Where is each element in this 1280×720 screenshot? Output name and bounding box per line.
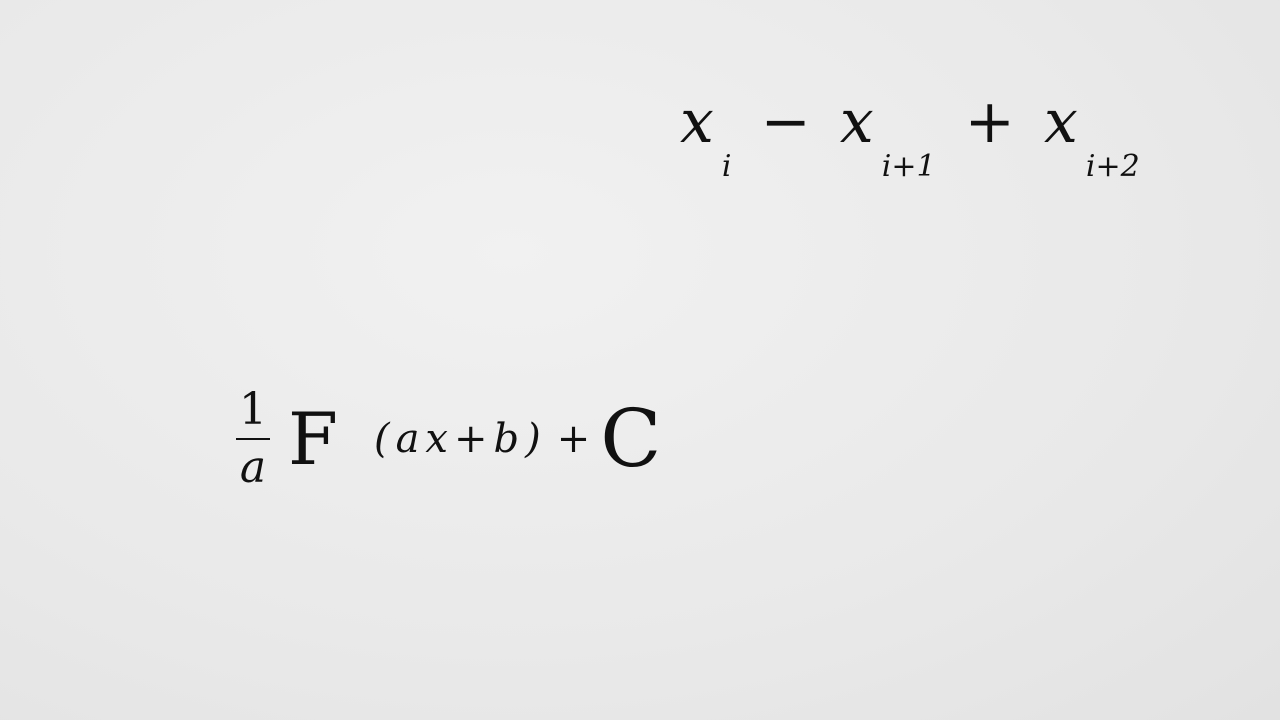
- plus-sign: +: [556, 416, 591, 462]
- minus-operator: −: [760, 87, 811, 157]
- term2-base: x: [839, 87, 874, 157]
- term1-base: x: [680, 87, 714, 157]
- function-symbol: F: [288, 397, 338, 481]
- function-argument: (ax+b): [373, 416, 547, 462]
- top-expression: [680, 87, 1140, 184]
- plus-operator: +: [964, 87, 1015, 157]
- fraction-numerator: 1: [239, 384, 267, 435]
- bottom-expression: [236, 384, 662, 493]
- fraction-denominator: a: [239, 442, 267, 493]
- term1-subscript: i: [721, 149, 732, 184]
- fraction-bar: [236, 438, 270, 440]
- constant-symbol: C: [600, 392, 662, 485]
- term3-subscript: i+2: [1085, 149, 1140, 184]
- term3-base: x: [1044, 87, 1078, 157]
- fraction: [236, 384, 270, 493]
- term2-subscript: i+1: [881, 149, 936, 184]
